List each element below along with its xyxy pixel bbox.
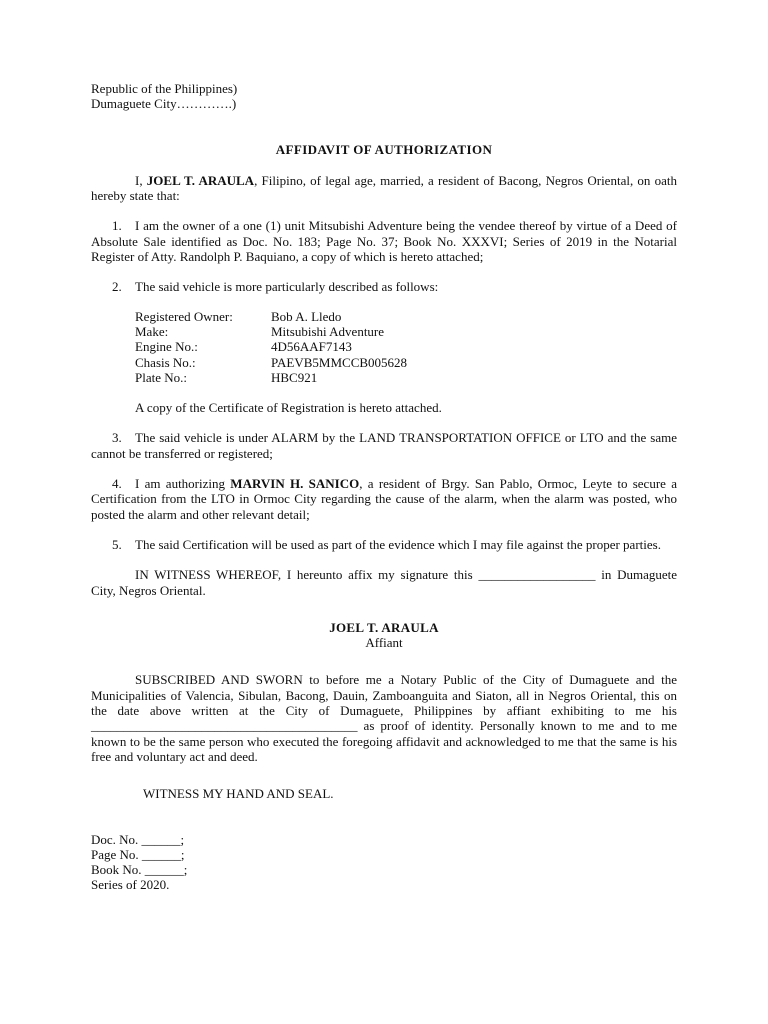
venue-city-name: Dumaguete City (91, 96, 177, 112)
affidavit-document (91, 81, 677, 893)
item-text: The said Certification will be used as part of the evidence which I may file against the proper parties. (135, 536, 661, 552)
notarial-doc-no: Doc. No. ______; (91, 831, 185, 847)
item-text: I am authorizing (135, 476, 231, 492)
vehicle-label: Make: (135, 323, 169, 339)
vehicle-value: Bob A. Lledo (271, 308, 342, 324)
vehicle-value: Mitsubishi Adventure (271, 323, 385, 339)
vehicle-label: Engine No.: (135, 339, 198, 355)
signature-block (91, 620, 677, 651)
item-text: I am the owner of a one (1) unit Mitsubishi Adventure being the vendee thereof by virtue of a Deed of Absolute Sale identified as Doc. No. 183; Page No. 37; Book No. XXXVI; Series of 2019 in the Notarial Register of Atty. Randolph P. Baquiano, a copy of which is hereto attached; (91, 218, 677, 265)
authorized-person-name: MARVIN H. SANICO (230, 476, 360, 492)
item-number: 4. (112, 476, 122, 492)
signatory-name: JOEL T. ARAULA (329, 619, 439, 635)
item-text: The said vehicle is under ALARM by the LAND TRANSPORTATION OFFICE or LTO and the same cannot be transferred or registered; (91, 430, 677, 461)
intro-rest: , Filipino, of legal age, married, a resident of Bacong, Negros Oriental, on oath hereby state that: (91, 172, 677, 204)
item-number: 5. (112, 536, 122, 552)
venue-block (91, 81, 677, 112)
copy-note: A copy of the Certificate of Registration is hereto attached. (135, 400, 442, 416)
item-text: , a resident of Brgy. San Pablo, Ormoc, Leyte to secure a Certification from the LTO in Ormoc City regarding the cause of the alarm, when the alarm was posted, who posted the alarm and other relevant detail; (91, 476, 677, 522)
vehicle-row-plate (135, 370, 677, 385)
vehicle-label: Registered Owner: (135, 308, 233, 324)
vehicle-value: HBC921 (271, 369, 318, 385)
vehicle-label: Plate No.: (135, 369, 187, 385)
signature-date-blank: __________________ (478, 567, 596, 583)
jurat-text: as proof of identity. Personally known to me and to me known to be the same person who executed the foregoing affidavit and acknowledged to me that the same is his free and voluntary act and deed. (91, 718, 677, 764)
item-number: 3. (112, 430, 122, 446)
venue-city-dots: ………….) (176, 96, 237, 112)
jurat-paragraph (91, 672, 677, 764)
item-1 (91, 218, 677, 264)
venue-country: Republic of the Philippines) (91, 81, 238, 96)
notarial-book-no: Book No. ______; (91, 862, 188, 878)
affiant-name: JOEL T. ARAULA (146, 172, 255, 188)
vehicle-row-engine (135, 339, 677, 354)
venue-city (91, 96, 677, 111)
jurat-text: SUBSCRIBED AND SWORN to before me a Notary Public of the City of Dumaguete and the Municipalities of Valencia, Sibulan, Bacong, Dauin, Zamboanguita and Siaton, all in Negros Oriental, this on the date above written at the City of Dumaguete, Philippines by affiant exhibiting to me his (91, 672, 677, 719)
vehicle-label: Chasis No.: (135, 354, 196, 370)
notarial-page-no: Page No. ______; (91, 846, 185, 862)
intro-paragraph (91, 173, 677, 204)
item-4 (91, 476, 677, 522)
item-5 (91, 537, 677, 552)
vehicle-row-owner (135, 309, 677, 324)
intro-prefix: I, (135, 172, 147, 188)
vehicle-value: 4D56AAF7143 (271, 339, 352, 355)
witness-clause (91, 567, 677, 598)
vehicle-value: PAEVB5MMCCB005628 (271, 354, 408, 370)
signatory-role: Affiant (365, 635, 403, 651)
item-number: 1. (112, 218, 122, 234)
item-number: 2. (112, 279, 122, 295)
item-text: The said vehicle is more particularly described as follows: (135, 279, 439, 295)
witness-hand-seal: WITNESS MY HAND AND SEAL. (143, 786, 334, 802)
vehicle-details (135, 309, 677, 385)
vehicle-row-make (135, 324, 677, 339)
witness-clause-text: in Dumaguete City, Negros Oriental. (91, 567, 677, 598)
notarial-series: Series of 2020. (91, 877, 170, 893)
identity-proof-blank: _________________________________________ (91, 718, 358, 734)
document-title: AFFIDAVIT OF AUTHORIZATION (275, 141, 493, 157)
item-2 (91, 279, 677, 294)
item-3 (91, 430, 677, 461)
vehicle-row-chasis (135, 355, 677, 370)
notarial-register (91, 832, 677, 893)
witness-clause-text: IN WITNESS WHEREOF, I hereunto affix my signature this (135, 567, 479, 583)
